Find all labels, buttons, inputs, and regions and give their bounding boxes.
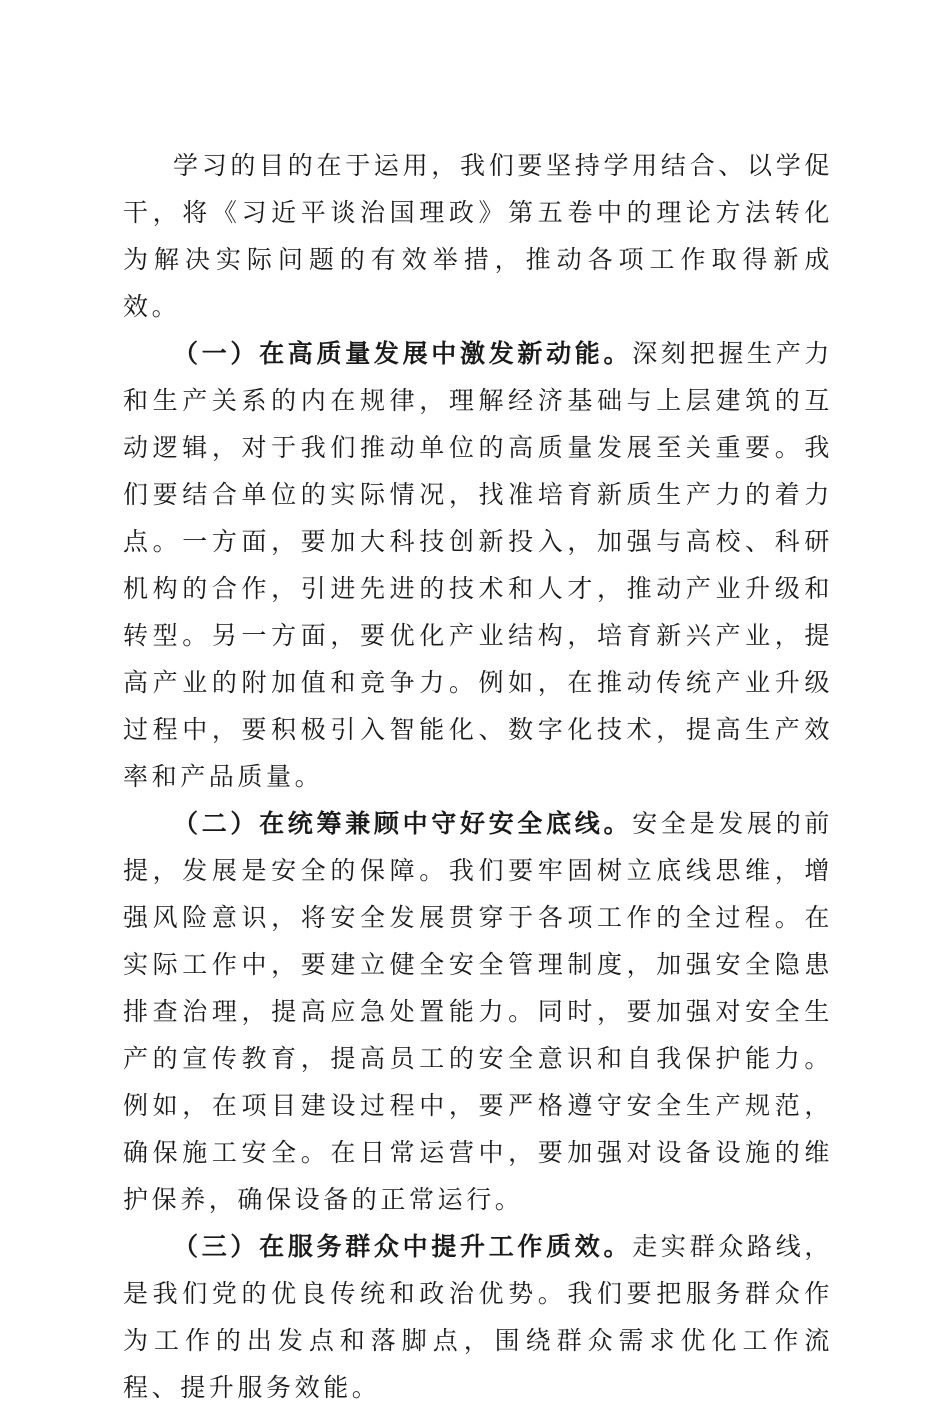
section-heading: （二）在统筹兼顾中守好安全底线。 bbox=[173, 809, 633, 838]
paragraph-intro bbox=[123, 142, 833, 330]
section-heading: （一）在高质量发展中激发新动能。 bbox=[173, 339, 633, 368]
paragraph-body: 学习的目的在于运用，我们要坚持学用结合、以学促干，将《习近平谈治国理政》第五卷中的理论方法转化为解决实际问题的有效举措，推动各项工作取得新成效。 bbox=[123, 151, 833, 321]
paragraph-body: 安全是发展的前提，发展是安全的保障。我们要牢固树立底线思维，增强风险意识，将安全发展贯穿于各项工作的全过程。在实际工作中，要建立健全安全管理制度，加强安全隐患排查治理，提高应急处置能力。同时，要加强对安全生产的宣传教育，提高员工的安全意识和自我保护能力。例如，在项目建设过程中，要严格遵守安全生产规范，确保施工安全。在日常运营中，要加强对设备设施的维护保养，确保设备的正常运行。 bbox=[123, 809, 834, 1214]
paragraph-body: 走实群众路线，是我们党的优良传统和政治优势。我们要把服务群众作为工作的出发点和落脚点，围绕群众需求优化工作流程、提升服务效能。 bbox=[123, 1232, 834, 1402]
section-heading: （三）在服务群众中提升工作质效。 bbox=[173, 1232, 633, 1261]
paragraph-section-2 bbox=[123, 800, 833, 1223]
paragraph-section-3 bbox=[123, 1223, 833, 1411]
paragraph-body: 深刻把握生产力和生产关系的内在规律，理解经济基础与上层建筑的互动逻辑，对于我们推动单位的高质量发展至关重要。我们要结合单位的实际情况，找准培育新质生产力的着力点。一方面，要加大科技创新投入，加强与高校、科研机构的合作，引进先进的技术和人才，推动产业升级和转型。另一方面，要优化产业结构，培育新兴产业，提高产业的附加值和竞争力。例如，在推动传统产业升级过程中，要积极引入智能化、数字化技术，提高生产效率和产品质量。 bbox=[123, 339, 834, 791]
document-body bbox=[123, 142, 833, 1411]
paragraph-section-1 bbox=[123, 330, 833, 800]
